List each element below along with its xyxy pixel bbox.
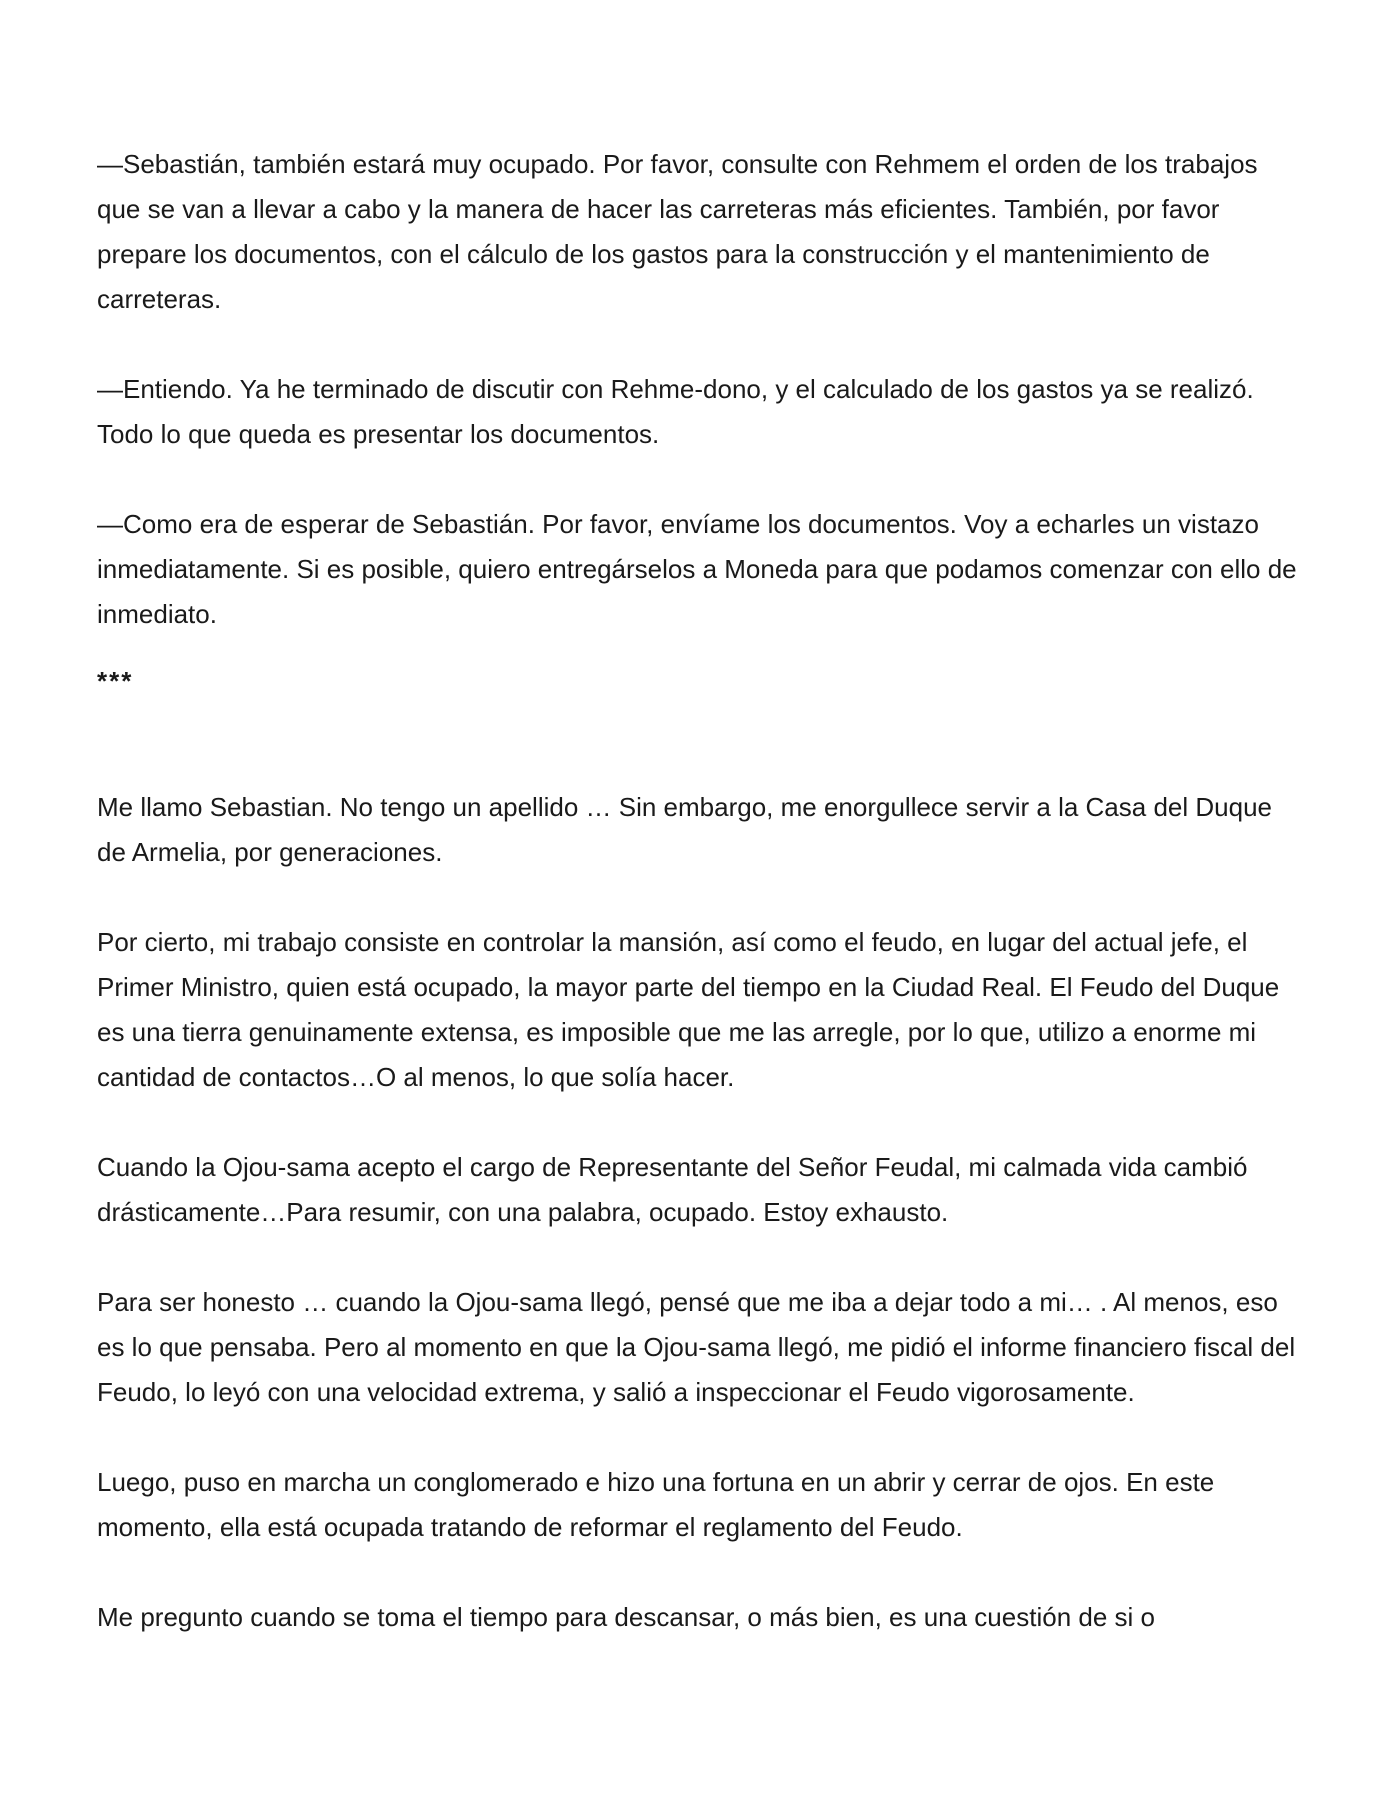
paragraph: Cuando la Ojou-sama acepto el cargo de Representante del Señor Feudal, mi calmada vida cambió drásticamente…Para resumir, con una palabra, ocupado. Estoy exhausto. (97, 1152, 1248, 1227)
paragraph: —Sebastián, también estará muy ocupado. Por favor, consulte con Rehmem el orden de los trabajos que se van a llevar a cabo y la manera de hacer las carreteras más eficientes. También, por favor prepare los documentos, con el cálculo de los gastos para la construcción y el mantenimiento de carreteras. (97, 149, 1258, 314)
paragraph: Para ser honesto … cuando la Ojou-sama llegó, pensé que me iba a dejar todo a mi… . Al menos, eso es lo que pensaba. Pero al momento en que la Ojou-sama llegó, me pidió el informe financiero fiscal del Feudo, lo leyó con una velocidad extrema, y salió a inspeccionar el Feudo vigorosamente. (97, 1287, 1296, 1407)
scene-separator: *** (97, 666, 134, 696)
paragraph: Me pregunto cuando se toma el tiempo para descansar, o más bien, es una cuestión de si o (97, 1602, 1155, 1632)
section-gap (97, 704, 1303, 785)
paragraph: —Como era de esperar de Sebastián. Por favor, envíame los documentos. Voy a echarles un vistazo inmediatamente. Si es posible, quiero entregárselos a Moneda para que podamos comenzar con ello de inmediato. (97, 509, 1297, 629)
paragraph: Me llamo Sebastian. No tengo un apellido … Sin embargo, me enorgullece servir a la Casa del Duque de Armelia, por generaciones. (97, 792, 1272, 867)
paragraph: Luego, puso en marcha un conglomerado e hizo una fortuna en un abrir y cerrar de ojos. En este momento, ella está ocupada tratando de reformar el reglamento del Feudo. (97, 1467, 1215, 1542)
paragraph: —Entiendo. Ya he terminado de discutir con Rehme-dono, y el calculado de los gastos ya se realizó. Todo lo que queda es presentar los documentos. (97, 374, 1254, 449)
paragraph: Por cierto, mi trabajo consiste en controlar la mansión, así como el feudo, en lugar del actual jefe, el Primer Ministro, quien está ocupado, la mayor parte del tiempo en la Ciudad Real. El Feudo del Duque es una tierra genuinamente extensa, es imposible que me las arregle, por lo que, utilizo a enorme mi cantidad de contactos…O al menos, lo que solía hacer. (97, 927, 1280, 1092)
